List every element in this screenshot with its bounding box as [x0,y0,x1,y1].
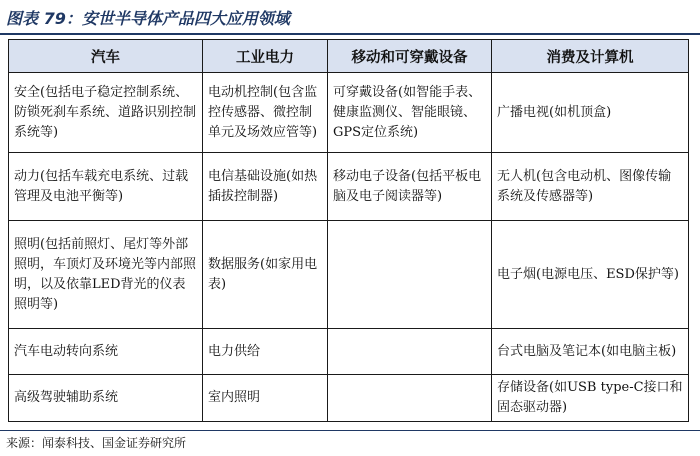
source-note: 来源：闻泰科技、国金证券研究所 [6,436,187,450]
table-cell: 台式电脑及笔记本(如电脑主板) [492,329,689,375]
table-cell: 高级驾驶辅助系统 [9,375,203,422]
table-cell: 广播电视(如机顶盒) [492,73,689,153]
table-cell: 电子烟(电源电压、ESD保护等) [492,221,689,329]
table-cell [328,329,492,375]
header-consumer-computing: 消费及计算机 [492,40,689,73]
header-automotive: 汽车 [9,40,203,73]
source-rule [0,430,700,431]
table-row [9,221,689,329]
header-mobile-wearables: 移动和可穿戴设备 [328,40,492,73]
table-cell: 汽车电动转向系统 [9,329,203,375]
table-cell [328,375,492,422]
table-cell [328,221,492,329]
table-row [9,329,689,375]
table-cell: 安全(包括电子稳定控制系统、防锁死刹车系统、道路识别控制系统等) [9,73,203,153]
table-row [9,153,689,221]
table-cell: 电信基础设施(如热插拔控制器) [203,153,328,221]
table-cell: 可穿戴设备(如智能手表、健康监测仪、智能眼镜、GPS定位系统) [328,73,492,153]
application-table [8,39,689,422]
table-cell: 存储设备(如USB type-C接口和固态驱动器) [492,375,689,422]
table-cell: 数据服务(如家用电表) [203,221,328,329]
table-row [9,73,689,153]
table-cell: 照明(包括前照灯、尾灯等外部照明，车顶灯及环境光等内部照明，以及依靠LED背光的仪表照明等) [9,221,203,329]
table-cell: 动力(包括车载充电系统、过载管理及电池平衡等) [9,153,203,221]
figure-title: 图表 79：安世半导体产品四大应用领域 [6,8,290,28]
header-row [9,40,689,73]
table-cell: 电力供给 [203,329,328,375]
table-cell: 移动电子设备(包括平板电脑及电子阅读器等) [328,153,492,221]
table-cell: 室内照明 [203,375,328,422]
table-cell: 电动机控制(包含监控传感器、微控制单元及场效应管等) [203,73,328,153]
table-row [9,375,689,422]
header-industrial-power: 工业电力 [203,40,328,73]
title-bar [0,0,700,34]
title-rule [0,33,700,35]
table-cell: 无人机(包含电动机、图像传输系统及传感器等) [492,153,689,221]
